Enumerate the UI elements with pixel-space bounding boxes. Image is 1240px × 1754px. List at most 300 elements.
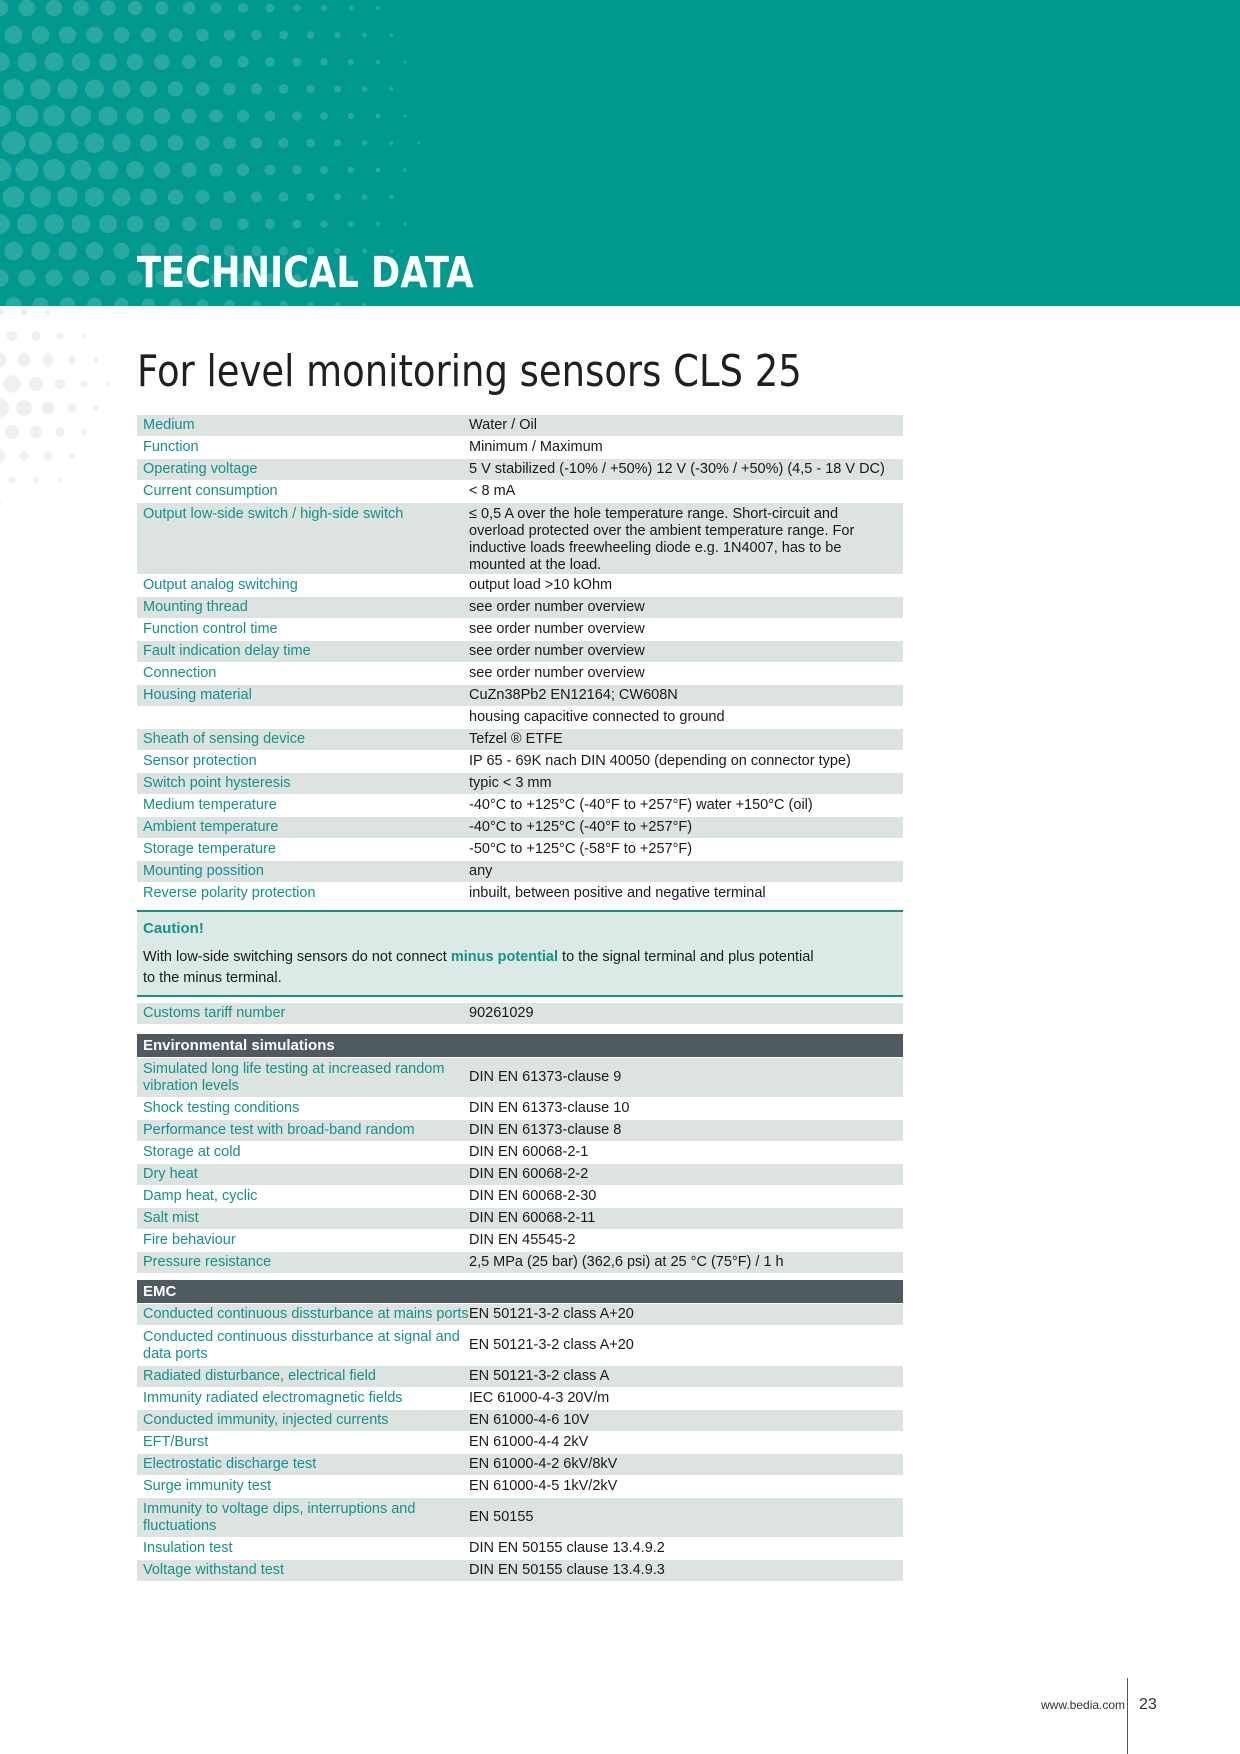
decorative-dot — [127, 216, 144, 233]
row-label: Ambient temperature — [143, 819, 279, 835]
page-number: 23 — [1139, 1696, 1157, 1713]
decorative-dot — [168, 81, 183, 96]
row-value: any — [469, 863, 493, 879]
decorative-dot — [31, 331, 40, 340]
decorative-dot — [279, 192, 289, 202]
decorative-dot — [348, 113, 354, 119]
decorative-dot — [100, 0, 115, 15]
row-label: Simulated long life testing at increased random vibration levels — [143, 1060, 445, 1094]
technical-data-table — [137, 415, 903, 1582]
table-row — [137, 1388, 903, 1410]
table-row — [137, 729, 903, 751]
table-row — [137, 503, 903, 575]
decorative-dot — [57, 333, 64, 340]
decorative-dot — [0, 502, 2, 505]
decorative-dot — [279, 84, 289, 94]
row-label: Storage temperature — [143, 841, 276, 857]
decorative-dot — [58, 79, 78, 99]
table-row-customs — [137, 1003, 903, 1025]
row-value: 5 V stabilized (-10% / +50%) 12 V (-30% / +50%) (4,5 - 18 V DC) — [469, 461, 885, 477]
decorative-dot — [60, 297, 75, 306]
decorative-dot — [362, 303, 366, 306]
row-value: DIN EN 45545-2 — [469, 1232, 576, 1248]
row-label: Output low-side switch / high-side switch — [143, 506, 404, 522]
row-value: 90261029 — [469, 1005, 534, 1021]
decorative-dot — [376, 222, 381, 227]
specs-list — [137, 415, 903, 905]
decorative-dot — [29, 377, 43, 391]
decorative-dot — [7, 331, 18, 342]
decorative-dot — [46, 0, 62, 16]
table-row — [137, 1120, 903, 1142]
decorative-dot — [3, 186, 25, 208]
row-label: Electrostatic discharge test — [143, 1456, 317, 1472]
decorative-dot — [6, 297, 22, 306]
emc-list — [137, 1304, 903, 1582]
table-row — [137, 459, 903, 481]
decorative-dot — [307, 302, 314, 306]
row-value: typic < 3 mm — [469, 775, 552, 791]
table-row — [137, 685, 903, 707]
decorative-dot — [32, 26, 50, 44]
section-heading-environmental: Environmental simulations — [137, 1034, 903, 1058]
table-row — [137, 1098, 903, 1120]
decorative-dot — [0, 309, 4, 316]
row-label: EFT/Burst — [143, 1434, 209, 1450]
decorative-dot — [306, 193, 315, 202]
row-value: Tefzel ® ETFE — [469, 731, 563, 747]
decorative-dot — [68, 404, 77, 413]
decorative-dot — [0, 451, 5, 462]
row-label: Salt mist — [143, 1210, 199, 1226]
decorative-dot — [278, 138, 288, 148]
decorative-dot — [292, 165, 301, 174]
decorative-dot — [3, 375, 20, 392]
row-label: Operating voltage — [143, 461, 258, 477]
row-label: Medium — [143, 417, 195, 433]
decorative-dot — [0, 52, 10, 71]
section-heading-emc: EMC — [137, 1280, 903, 1304]
decorative-dot — [403, 114, 407, 118]
decorative-dot — [55, 427, 64, 436]
decorative-dot — [42, 402, 54, 414]
decorative-dot — [376, 114, 381, 119]
decorative-dot — [100, 270, 116, 286]
decorative-dot — [73, 0, 89, 16]
table-row — [137, 1454, 903, 1476]
row-value: housing capacitive connected to ground — [469, 709, 725, 725]
decorative-dot — [98, 160, 117, 179]
row-value: -40°C to +125°C (-40°F to +257°F) — [469, 819, 693, 835]
row-value: Water / Oil — [469, 417, 537, 433]
table-row — [137, 1164, 903, 1186]
decorative-dot — [5, 26, 23, 44]
decorative-dot — [99, 107, 118, 126]
decorative-dot — [0, 353, 7, 367]
row-label: Conducted continuous dissturbance at mains ports — [143, 1306, 469, 1322]
caution-text — [143, 947, 823, 989]
decorative-dot — [376, 6, 380, 10]
decorative-dot — [0, 214, 10, 234]
decorative-dot — [209, 163, 223, 177]
row-label: Insulation test — [143, 1540, 233, 1556]
decorative-dot — [169, 299, 181, 306]
decorative-dot — [140, 81, 157, 98]
decorative-dot — [81, 429, 87, 435]
decorative-dot — [17, 214, 37, 234]
row-value: -50°C to +125°C (-58°F to +257°F) — [469, 841, 693, 857]
table-row — [137, 1560, 903, 1582]
decorative-dot — [362, 86, 368, 92]
decorative-dot — [292, 111, 301, 120]
decorative-dot — [44, 214, 64, 234]
decorative-dot — [155, 1, 168, 14]
row-value: see order number overview — [469, 665, 645, 681]
decorative-dot — [266, 4, 275, 13]
row-value: 2,5 MPa (25 bar) (362,6 psi) at 25 °C (75°F) / 1 h — [469, 1254, 784, 1270]
row-value: DIN EN 50155 clause 13.4.9.2 — [469, 1540, 665, 1556]
decorative-dot — [320, 166, 328, 174]
row-value: DIN EN 61373-clause 9 — [469, 1069, 622, 1085]
decorative-dot — [223, 83, 236, 96]
row-value: EN 50155 — [469, 1509, 534, 1525]
decorative-dot — [69, 453, 75, 459]
row-label: Reverse polarity protection — [143, 885, 316, 901]
row-label: Conducted continuous dissturbance at signal and data ports — [143, 1328, 460, 1362]
decorative-dot — [30, 186, 51, 207]
decorative-dot — [321, 5, 327, 11]
decorative-dot — [94, 358, 98, 362]
row-label: Shock testing conditions — [143, 1100, 300, 1116]
row-label: Mounting possition — [143, 863, 264, 879]
decorative-dot — [183, 2, 195, 14]
decorative-dot — [128, 1, 142, 15]
decorative-dot — [251, 191, 262, 202]
caution-highlight: minus potential — [450, 949, 559, 965]
decorative-dot — [265, 111, 276, 122]
decorative-dot — [9, 477, 16, 484]
decorative-dot — [389, 141, 393, 145]
footer-divider — [1127, 1678, 1128, 1754]
decorative-dot — [348, 59, 354, 65]
table-row — [137, 1304, 903, 1326]
decorative-dot — [334, 193, 341, 200]
decorative-dot — [86, 27, 103, 44]
decorative-dot — [375, 167, 380, 172]
row-label: Sheath of sensing device — [143, 731, 306, 747]
decorative-dot — [154, 162, 170, 178]
decorative-dot — [43, 159, 65, 181]
decorative-dot — [196, 82, 210, 96]
table-row — [137, 1208, 903, 1230]
decorative-dot — [85, 133, 105, 153]
decorative-dot — [46, 270, 63, 287]
decorative-dot — [0, 399, 9, 417]
decorative-dot — [57, 132, 78, 153]
row-label: Medium temperature — [143, 797, 277, 813]
row-value: see order number overview — [469, 643, 645, 659]
decorative-dot — [106, 382, 109, 385]
decorative-dot — [59, 26, 76, 43]
decorative-dot — [223, 191, 236, 204]
decorative-dot — [0, 0, 8, 16]
decorative-dot — [265, 219, 275, 229]
decorative-dot — [71, 106, 91, 126]
decorative-dot — [0, 269, 9, 286]
decorative-dot — [182, 55, 196, 69]
decorative-dot — [3, 79, 24, 100]
table-row — [137, 1186, 903, 1208]
row-label: Fault indication delay time — [143, 643, 311, 659]
decorative-dot — [127, 54, 143, 70]
decorative-dot — [403, 60, 406, 63]
table-row — [137, 1538, 903, 1560]
decorative-dot — [16, 400, 32, 416]
table-row — [137, 1366, 903, 1388]
row-label: Current consumption — [143, 483, 278, 499]
row-value: DIN EN 50155 clause 13.4.9.3 — [469, 1562, 665, 1578]
decorative-dot — [334, 139, 341, 146]
row-label: Function control time — [143, 621, 278, 637]
decorative-dot — [5, 425, 19, 439]
decorative-dot — [154, 108, 170, 124]
row-value: IEC 61000-4-3 20V/m — [469, 1390, 610, 1406]
decorative-dot — [280, 301, 288, 306]
table-row — [137, 1230, 903, 1252]
decorative-dot — [293, 4, 301, 12]
decorative-dot — [58, 478, 62, 482]
decorative-dot — [265, 57, 275, 67]
table-row — [137, 597, 903, 619]
table-row — [137, 1476, 903, 1498]
row-value: EN 50121-3-2 class A — [469, 1368, 610, 1384]
decorative-dot — [417, 142, 420, 145]
decorative-dot — [362, 194, 368, 200]
row-label: Housing material — [143, 687, 252, 703]
table-row — [137, 1498, 903, 1538]
table-row — [137, 575, 903, 597]
row-value: -40°C to +125°C (-40°F to +257°F) water +150°C (oil) — [469, 797, 813, 813]
row-value: < 8 mA — [469, 483, 516, 499]
row-value: see order number overview — [469, 599, 645, 615]
decorative-dot — [114, 27, 130, 43]
row-label: Switch point hysteresis — [143, 775, 291, 791]
table-row — [137, 1058, 903, 1098]
row-value: output load >10 kOhm — [469, 577, 613, 593]
decorative-dot — [154, 54, 169, 69]
row-label: Immunity radiated electromagnetic fields — [143, 1390, 403, 1406]
decorative-dot — [279, 31, 288, 40]
row-value: EN 50121-3-2 class A+20 — [469, 1306, 634, 1322]
decorative-dot — [237, 218, 249, 230]
decorative-dot — [403, 222, 406, 225]
row-value: DIN EN 60068-2-2 — [469, 1166, 589, 1182]
decorative-dot — [99, 215, 117, 233]
row-label: Immunity to voltage dips, interruptions and fluctuations — [143, 1500, 416, 1534]
row-value: DIN EN 61373-clause 10 — [469, 1100, 630, 1116]
decorative-dot — [223, 137, 236, 150]
decorative-dot — [349, 6, 354, 11]
table-row — [137, 415, 903, 437]
decorative-dot-pattern-lower — [0, 306, 140, 506]
decorative-dot — [31, 242, 50, 261]
header-banner — [0, 0, 1240, 306]
decorative-dot — [43, 355, 54, 366]
row-value: DIN EN 60068-2-30 — [469, 1188, 597, 1204]
decorative-dot — [293, 220, 302, 229]
environmental-list — [137, 1058, 903, 1274]
decorative-dot — [182, 217, 196, 231]
table-row — [137, 773, 903, 795]
row-value: CuZn38Pb2 EN12164; CW608N — [469, 687, 678, 703]
decorative-dot — [113, 80, 131, 98]
table-row — [137, 839, 903, 861]
decorative-dot — [196, 29, 209, 42]
decorative-dot — [251, 83, 262, 94]
row-value: EN 50121-3-2 class A+20 — [469, 1337, 634, 1353]
decorative-dot — [17, 353, 30, 366]
decorative-dot — [33, 477, 39, 483]
decorative-dot — [85, 80, 104, 99]
decorative-dot — [2, 131, 25, 154]
decorative-dot — [320, 112, 328, 120]
decorative-dot — [196, 190, 210, 204]
table-row — [137, 795, 903, 817]
decorative-dot — [237, 164, 249, 176]
decorative-dot — [168, 135, 184, 151]
decorative-dot — [55, 379, 66, 390]
row-value: DIN EN 60068-2-11 — [469, 1210, 596, 1226]
row-value: IP 65 - 69K nach DIN 40050 (depending on connector type) — [469, 753, 851, 769]
decorative-dot — [30, 79, 51, 100]
table-row — [137, 1326, 903, 1366]
decorative-dot — [71, 160, 92, 181]
decorative-dot — [72, 215, 91, 234]
row-value: see order number overview — [469, 621, 645, 637]
decorative-dot — [57, 187, 77, 207]
row-label: Fire behaviour — [143, 1232, 236, 1248]
decorative-dot — [251, 137, 263, 149]
decorative-dot — [306, 85, 314, 93]
page-title: For level monitoring sensors CLS 25 — [137, 346, 802, 397]
decorative-dot — [348, 167, 355, 174]
decorative-dot — [68, 356, 76, 364]
decorative-dot — [362, 33, 367, 38]
decorative-dot — [169, 28, 183, 42]
decorative-dot — [87, 298, 102, 307]
table-row — [137, 883, 903, 905]
table-row — [137, 1142, 903, 1164]
decorative-dot — [209, 109, 223, 123]
decorative-dot — [335, 302, 340, 306]
row-label: Function — [143, 439, 199, 455]
decorative-dot — [73, 270, 90, 287]
table-row — [137, 707, 903, 729]
decorative-dot — [182, 163, 197, 178]
caution-heading: Caution! — [143, 920, 204, 937]
row-value: ≤ 0,5 A over the hole temperature range. Short-circuit and overload protected over the ambient temperature range. For inductive loads freewheeling diode e.g. 1N4007, has to be mounted at the load. — [469, 506, 855, 573]
decorative-dot — [195, 136, 209, 150]
table-row — [137, 1252, 903, 1274]
row-label: Pressure resistance — [143, 1254, 272, 1270]
table-row — [137, 437, 903, 459]
table-row — [137, 817, 903, 839]
decorative-dot — [81, 381, 88, 388]
decorative-dot — [293, 58, 302, 67]
row-value: inbuilt, between positive and negative terminal — [469, 885, 766, 901]
row-label: Output analog switching — [143, 577, 298, 593]
decorative-dot — [210, 218, 223, 231]
decorative-dot — [0, 105, 11, 127]
table-row — [137, 481, 903, 503]
decorative-dot — [210, 56, 223, 69]
decorative-dot — [320, 58, 327, 65]
table-row — [137, 663, 903, 685]
decorative-dot — [126, 161, 144, 179]
decorative-dot — [21, 309, 28, 316]
table-row — [137, 1432, 903, 1454]
decorative-dot — [238, 3, 248, 13]
decorative-dot — [126, 107, 144, 125]
decorative-dot — [390, 33, 394, 37]
row-label: Connection — [143, 665, 217, 681]
decorative-dot — [16, 159, 39, 182]
row-value: EN 61000-4-6 10V — [469, 1412, 590, 1428]
decorative-dot — [82, 334, 86, 338]
decorative-dot — [140, 134, 157, 151]
decorative-dot — [251, 30, 261, 40]
decorative-dot — [237, 110, 249, 122]
decorative-dot — [45, 53, 64, 72]
caution-box — [137, 910, 903, 997]
decorative-dot — [114, 298, 128, 306]
caution-text-part: With low-side switching sensors do not connect — [143, 949, 451, 965]
banner-title: TECHNICAL DATA — [137, 248, 474, 298]
decorative-dot — [334, 86, 341, 93]
table-row — [137, 641, 903, 663]
footer-url[interactable]: www.bedia.com — [1041, 1698, 1126, 1712]
decorative-dot — [16, 105, 38, 127]
decorative-dot — [140, 189, 157, 206]
decorative-dot — [320, 220, 328, 228]
table-row — [137, 751, 903, 773]
decorative-dot — [210, 2, 221, 13]
decorative-dot — [33, 297, 49, 306]
decorative-dot — [86, 242, 103, 259]
row-label: Performance test with broad-band random — [143, 1122, 415, 1138]
decorative-dot — [29, 132, 52, 155]
row-value: DIN EN 61373-clause 8 — [469, 1122, 622, 1138]
decorative-dot — [112, 188, 130, 206]
decorative-dot — [224, 300, 234, 306]
decorative-dot — [93, 405, 98, 410]
table-row — [137, 1410, 903, 1432]
decorative-dot — [224, 29, 235, 40]
decorative-dot — [306, 139, 315, 148]
decorative-dot — [30, 426, 42, 438]
row-label: Conducted immunity, injected currents — [143, 1412, 389, 1428]
decorative-dot — [18, 269, 35, 286]
row-label: Surge immunity test — [143, 1478, 272, 1494]
decorative-dot — [142, 298, 155, 306]
decorative-dot — [307, 31, 315, 39]
row-label: Dry heat — [143, 1166, 198, 1182]
decorative-dot — [113, 243, 129, 259]
row-label: Storage at cold — [143, 1144, 241, 1160]
decorative-dot — [334, 32, 340, 38]
decorative-dot — [182, 109, 197, 124]
decorative-dot — [44, 452, 52, 460]
